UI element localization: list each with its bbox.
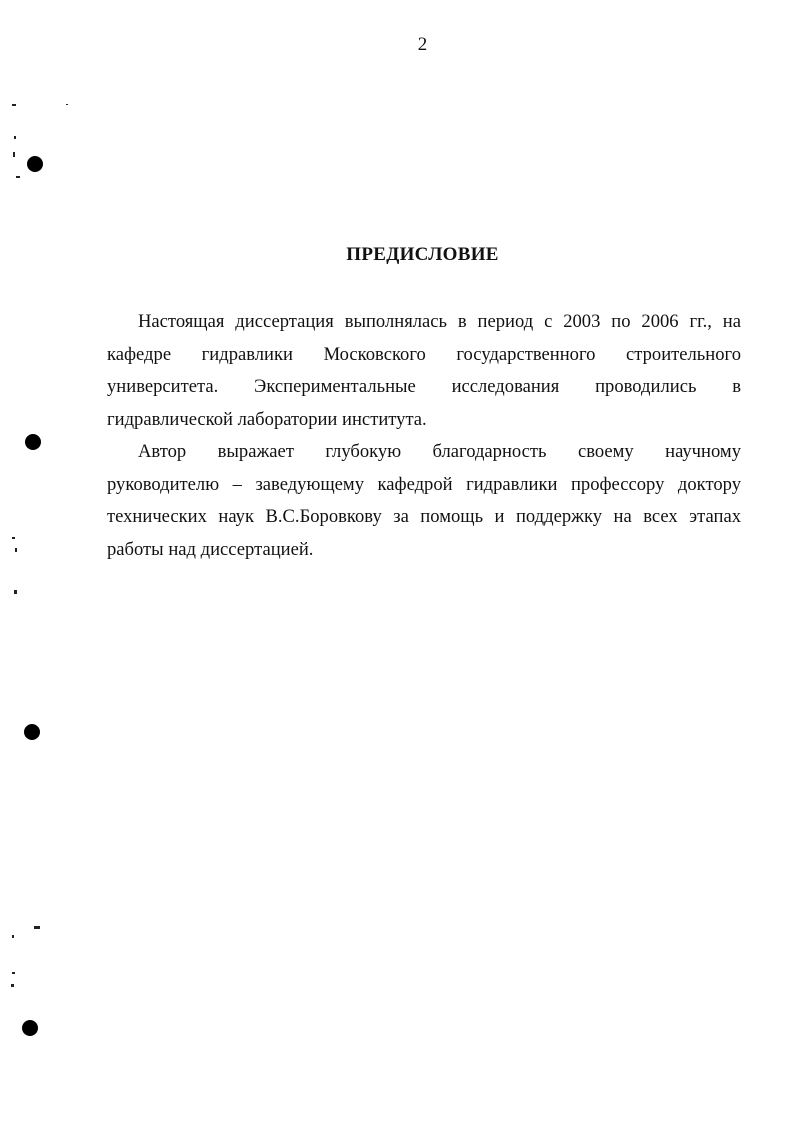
scan-speck xyxy=(14,590,17,594)
text-line: Настоящая диссертация выполнялась в период с 2003 по 2006 гг., на xyxy=(138,311,741,332)
text-line: технических наук В.С.Боровкову за помощь и поддержку на всех этапах xyxy=(107,506,741,527)
scan-speck xyxy=(12,104,16,106)
scan-speck xyxy=(14,136,16,139)
text-line: кафедре гидравлики Московского государственного строительного xyxy=(107,343,741,365)
scan-speck xyxy=(66,104,68,105)
punch-hole xyxy=(25,434,41,450)
page-title: ПРЕДИСЛОВИЕ xyxy=(346,244,499,265)
scan-speck xyxy=(12,972,15,974)
preface-paragraph-1 xyxy=(107,306,741,436)
preface-paragraph-2 xyxy=(107,436,741,566)
scan-speck xyxy=(16,176,20,178)
text-line: Автор выражает глубокую благодарность своему научному xyxy=(138,441,741,462)
scan-speck xyxy=(12,935,14,938)
text-line: гидравлической лаборатории института. xyxy=(107,408,427,430)
text-line: работы над диссертацией. xyxy=(107,538,314,560)
text-line: руководителю – заведующему кафедрой гидравлики профессору доктору xyxy=(107,473,741,495)
text-line: университета. Экспериментальные исследования проводились в xyxy=(107,376,741,397)
scan-speck xyxy=(15,548,17,552)
scan-speck xyxy=(13,152,15,157)
punch-hole xyxy=(27,156,43,172)
scan-speck xyxy=(12,537,15,539)
scan-speck xyxy=(34,926,40,929)
punch-hole xyxy=(22,1020,38,1036)
punch-hole xyxy=(24,724,40,740)
page-number: 2 xyxy=(417,34,428,55)
scan-speck xyxy=(11,984,14,987)
